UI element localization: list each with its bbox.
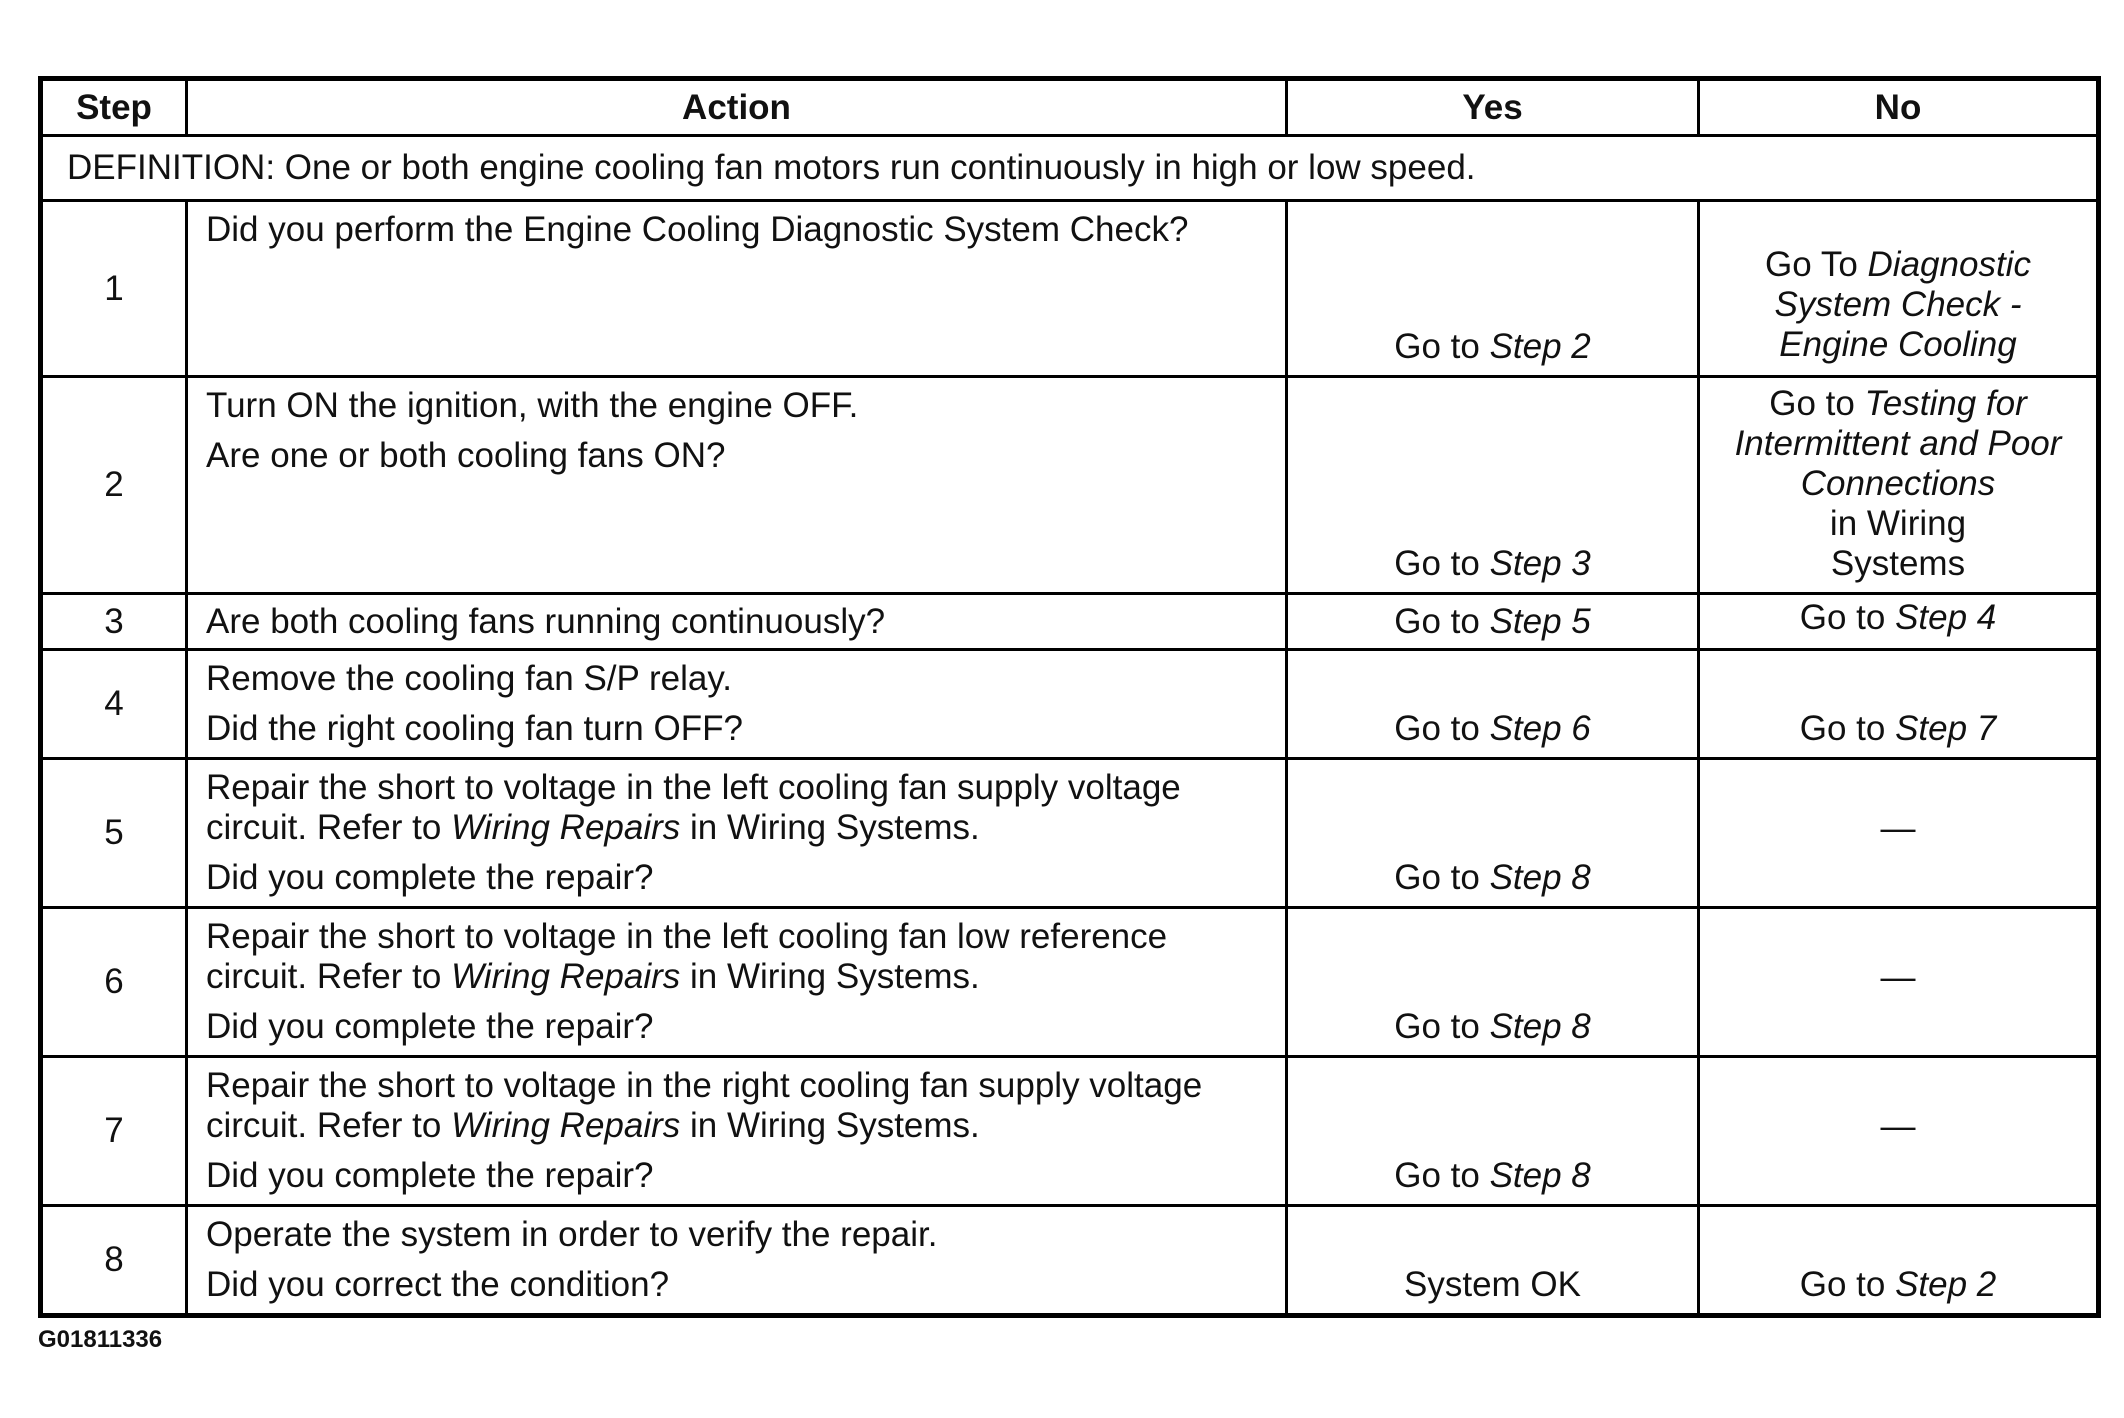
yes-prefix: Go to (1394, 601, 1490, 641)
action-cell (187, 650, 1287, 759)
no-suffix: in Wiring (1829, 504, 1967, 543)
yes-prefix: Go to (1394, 858, 1490, 897)
no-step-link[interactable]: Step 7 (1895, 709, 1997, 748)
table-row (41, 908, 2099, 1057)
step-number: 5 (41, 759, 187, 908)
table-row (41, 594, 2099, 650)
no-ref-link[interactable]: Diagnostic (1867, 245, 2031, 284)
step-number: 1 (41, 201, 187, 377)
yes-prefix: Go to (1394, 1007, 1490, 1046)
action-question: Did you complete the repair? (206, 858, 654, 897)
action-refer-text: in Wiring Systems. (680, 957, 980, 996)
action-cell (187, 759, 1287, 908)
no-prefix: Go to (1799, 597, 1896, 637)
no-cell (1699, 201, 2099, 377)
no-cell (1699, 650, 2099, 759)
definition-row (41, 136, 2099, 201)
action-refer-text: circuit. Refer to (206, 808, 452, 847)
action-refer-text: in Wiring Systems. (680, 1106, 980, 1145)
action-instruction: Repair the short to voltage in the right cooling fan supply voltage (206, 1066, 1203, 1105)
table-row (41, 1057, 2099, 1206)
definition-text: DEFINITION: One or both engine cooling fan motors run continuously in high or low speed. (41, 136, 2099, 201)
yes-cell (1287, 1206, 1699, 1316)
yes-step-link[interactable]: Step 3 (1489, 544, 1591, 583)
action-question: Are both cooling fans running continuously? (206, 601, 886, 641)
header-yes: Yes (1287, 79, 1699, 136)
no-prefix: Go to (1799, 709, 1896, 748)
no-cell (1699, 594, 2099, 650)
diagnostic-table (38, 76, 2101, 1318)
no-step-link[interactable]: Step 4 (1895, 597, 1997, 637)
step-number: 4 (41, 650, 187, 759)
table-row (41, 201, 2099, 377)
action-refer-text: circuit. Refer to (206, 957, 452, 996)
table-row (41, 759, 2099, 908)
table-row (41, 377, 2099, 594)
header-action: Action (187, 79, 1287, 136)
action-instruction: Repair the short to voltage in the left cooling fan low reference (206, 917, 1168, 956)
no-step-link[interactable]: Step 2 (1895, 1265, 1997, 1304)
no-cell-dash: — (1699, 1057, 2099, 1206)
yes-system-ok: System OK (1404, 1265, 1581, 1304)
yes-prefix: Go to (1394, 327, 1490, 366)
table-row (41, 650, 2099, 759)
yes-cell (1287, 594, 1699, 650)
no-ref-link-cont[interactable]: Intermittent and Poor (1734, 424, 2062, 463)
no-cell (1699, 1206, 2099, 1316)
action-question: Did you perform the Engine Cooling Diagnostic System Check? (206, 210, 1189, 249)
yes-step-link[interactable]: Step 5 (1489, 601, 1591, 641)
yes-prefix: Go to (1394, 709, 1490, 748)
step-number: 2 (41, 377, 187, 594)
yes-step-link[interactable]: Step 2 (1489, 327, 1591, 366)
action-cell (187, 377, 1287, 594)
header-no: No (1699, 79, 2099, 136)
action-instruction: Remove the cooling fan S/P relay. (206, 659, 732, 698)
yes-step-link[interactable]: Step 8 (1489, 858, 1591, 897)
yes-cell (1287, 377, 1699, 594)
step-number: 6 (41, 908, 187, 1057)
no-ref-link-cont[interactable]: Connections (1800, 464, 1996, 503)
action-cell (187, 1206, 1287, 1316)
no-prefix: Go To (1765, 245, 1868, 284)
action-instruction: Repair the short to voltage in the left cooling fan supply voltage (206, 768, 1181, 807)
no-prefix: Go to (1769, 384, 1865, 423)
no-cell (1699, 377, 2099, 594)
no-suffix: Systems (1830, 544, 1966, 583)
no-ref-link-cont[interactable]: Engine Cooling (1779, 325, 2017, 364)
wiring-repairs-link[interactable]: Wiring Repairs (451, 957, 681, 996)
yes-prefix: Go to (1394, 544, 1490, 583)
no-prefix: Go to (1799, 1265, 1896, 1304)
no-cell-dash: — (1699, 759, 2099, 908)
step-number: 8 (41, 1206, 187, 1316)
action-instruction: Operate the system in order to verify the repair. (206, 1215, 938, 1254)
yes-step-link[interactable]: Step 6 (1489, 709, 1591, 748)
action-cell (187, 594, 1287, 650)
action-instruction: Turn ON the ignition, with the engine OFF. (206, 386, 859, 425)
no-cell-dash: — (1699, 908, 2099, 1057)
yes-cell (1287, 759, 1699, 908)
no-ref-link-cont[interactable]: System Check - (1774, 285, 2022, 324)
header-row (41, 79, 2099, 136)
yes-step-link[interactable]: Step 8 (1489, 1007, 1591, 1046)
action-question: Did you correct the condition? (206, 1265, 670, 1304)
action-cell (187, 908, 1287, 1057)
table-row (41, 1206, 2099, 1316)
action-cell (187, 1057, 1287, 1206)
action-refer-text: circuit. Refer to (206, 1106, 452, 1145)
step-number: 7 (41, 1057, 187, 1206)
yes-cell (1287, 201, 1699, 377)
step-number: 3 (41, 594, 187, 650)
wiring-repairs-link[interactable]: Wiring Repairs (451, 808, 681, 847)
yes-prefix: Go to (1394, 1156, 1490, 1195)
yes-cell (1287, 1057, 1699, 1206)
yes-step-link[interactable]: Step 8 (1489, 1156, 1591, 1195)
action-cell (187, 201, 1287, 377)
yes-cell (1287, 650, 1699, 759)
action-question: Did you complete the repair? (206, 1007, 654, 1046)
header-step: Step (41, 79, 187, 136)
figure-id-label: G01811336 (38, 1326, 163, 1353)
yes-cell (1287, 908, 1699, 1057)
wiring-repairs-link[interactable]: Wiring Repairs (451, 1106, 681, 1145)
no-ref-link[interactable]: Testing for (1864, 384, 2027, 423)
action-refer-text: in Wiring Systems. (680, 808, 980, 847)
action-question: Did you complete the repair? (206, 1156, 654, 1195)
action-question: Did the right cooling fan turn OFF? (206, 709, 743, 748)
action-question: Are one or both cooling fans ON? (206, 436, 726, 475)
